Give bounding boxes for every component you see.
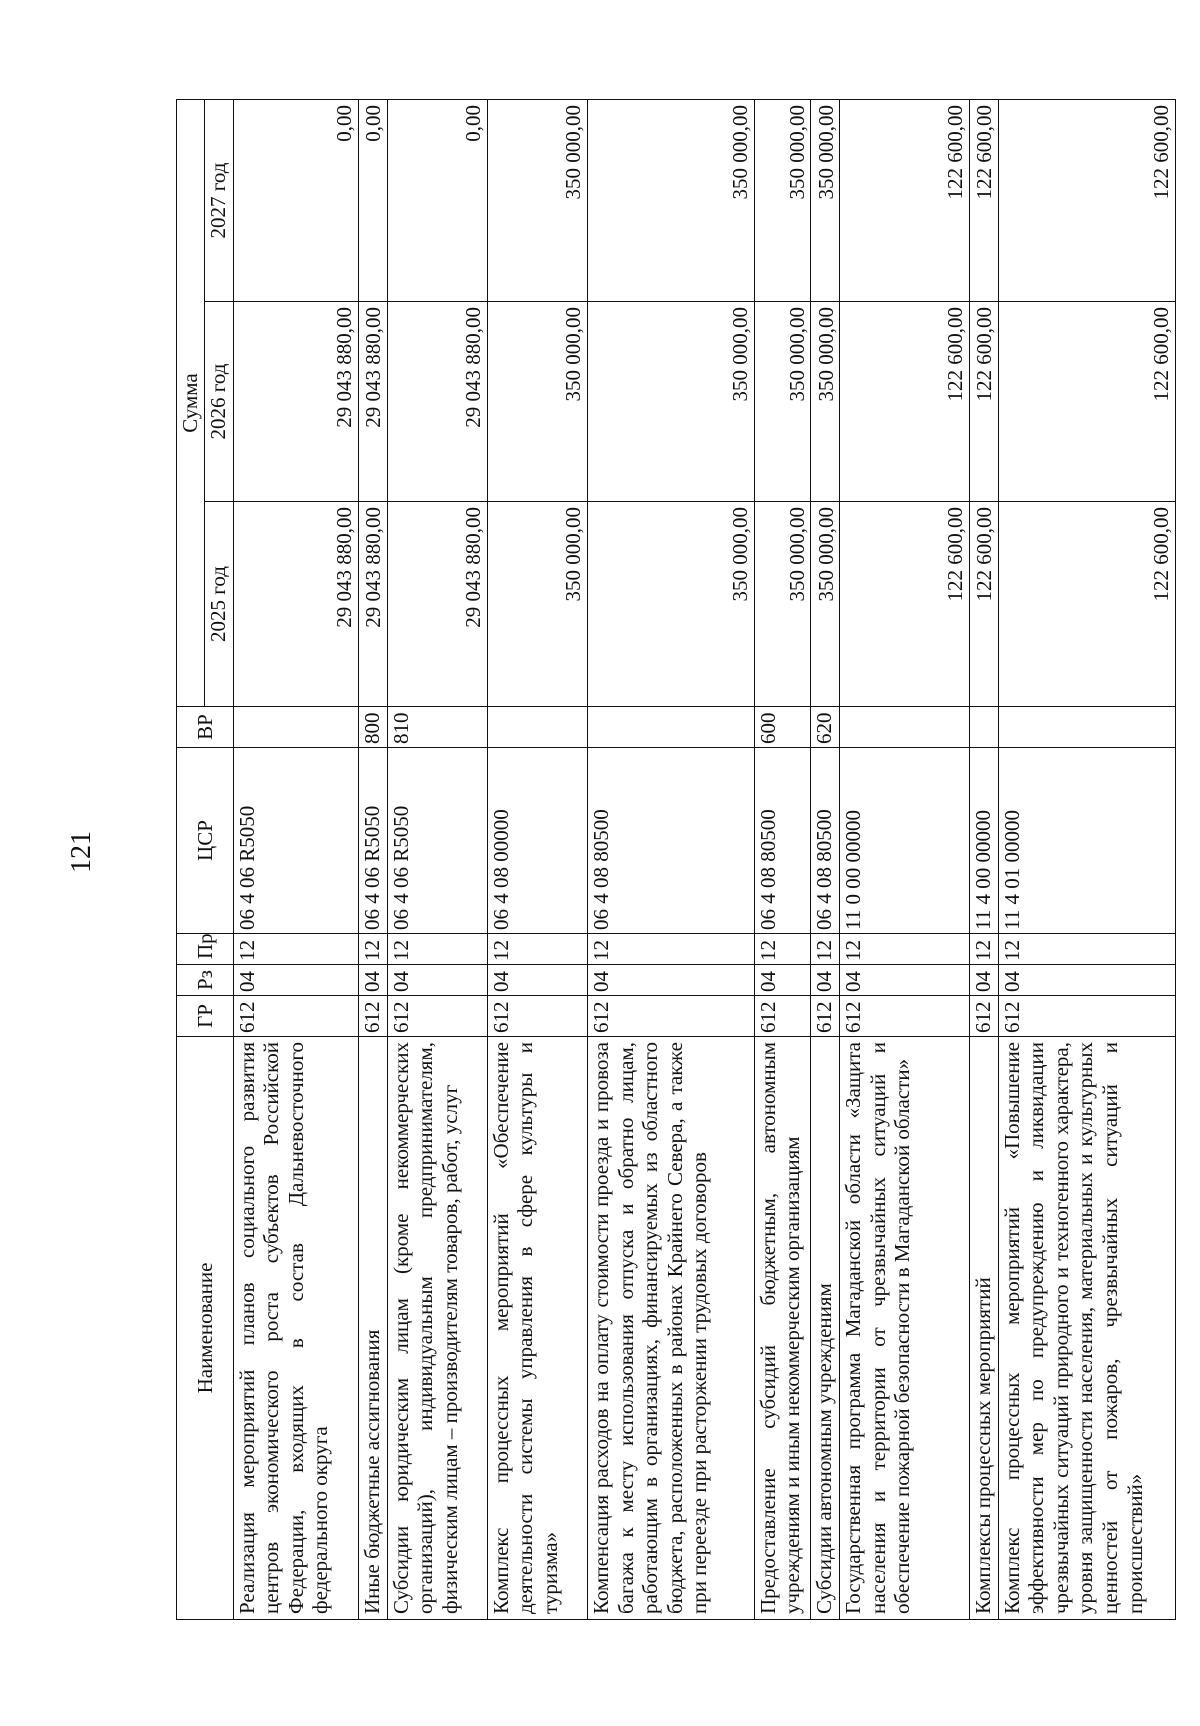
row-2027: 350 000,00 xyxy=(487,99,587,301)
row-csr: 06 4 06 R5050 xyxy=(233,748,358,934)
header-year-2027: 2027 год xyxy=(204,99,233,301)
row-gr: 612 xyxy=(840,996,969,1037)
row-vr: 600 xyxy=(754,707,810,748)
row-rz: 04 xyxy=(588,965,755,996)
row-2027: 122 600,00 xyxy=(840,99,969,301)
row-name: Комплекс процессных мероприятий «Обеспечение деятельности системы управления в сфере культуры и туризма» xyxy=(487,1037,587,1620)
row-rz: 04 xyxy=(969,965,998,996)
row-vr xyxy=(233,707,358,748)
row-vr xyxy=(969,707,998,748)
row-gr: 612 xyxy=(969,996,998,1037)
row-vr xyxy=(588,707,755,748)
row-2025: 350 000,00 xyxy=(754,502,810,707)
row-2027: 350 000,00 xyxy=(754,99,810,301)
row-2026: 122 600,00 xyxy=(998,302,1175,502)
header-csr: ЦСР xyxy=(177,748,234,934)
row-pr: 12 xyxy=(387,934,487,965)
row-pr: 12 xyxy=(840,934,969,965)
row-rz: 04 xyxy=(811,965,840,996)
row-2025: 122 600,00 xyxy=(840,502,969,707)
row-pr: 12 xyxy=(754,934,810,965)
row-csr: 06 4 08 00000 xyxy=(487,748,587,934)
row-2025: 350 000,00 xyxy=(487,502,587,707)
row-gr: 612 xyxy=(487,996,587,1037)
row-rz: 04 xyxy=(233,965,358,996)
row-csr: 06 4 06 R5050 xyxy=(358,748,387,934)
header-year-2026: 2026 год xyxy=(204,302,233,502)
row-2025: 29 043 880,00 xyxy=(358,502,387,707)
row-pr: 12 xyxy=(358,934,387,965)
row-pr: 12 xyxy=(811,934,840,965)
table-row xyxy=(754,99,810,1619)
row-gr: 612 xyxy=(233,996,358,1037)
row-name: Реализация мероприятий планов социального развития центров экономического роста субъектов Российской Федерации, входящих в состав Дальневосточного федерального округа xyxy=(233,1037,358,1620)
row-rz: 04 xyxy=(840,965,969,996)
table-row xyxy=(588,99,755,1619)
row-name: Комплексы процессных мероприятий xyxy=(969,1037,998,1620)
row-2027: 122 600,00 xyxy=(969,99,998,301)
header-year-2025: 2025 год xyxy=(204,502,233,707)
row-vr: 800 xyxy=(358,707,387,748)
row-2025: 350 000,00 xyxy=(811,502,840,707)
table-row xyxy=(969,99,998,1619)
row-name: Компенсация расходов на оплату стоимости проезда и провоза багажа к месту использования отпуска и обратно лицам, работающим в организациях, финансируемых из областного бюджета, расположенных в районах Крайнего Севера, а также при переезде при расторжении трудовых договоров xyxy=(588,1037,755,1620)
header-vr: ВР xyxy=(177,707,234,748)
row-2027: 0,00 xyxy=(387,99,487,301)
table-row xyxy=(840,99,969,1619)
row-2025: 122 600,00 xyxy=(969,502,998,707)
row-2026: 350 000,00 xyxy=(588,302,755,502)
row-2025: 350 000,00 xyxy=(588,502,755,707)
row-2026: 350 000,00 xyxy=(754,302,810,502)
row-gr: 612 xyxy=(387,996,487,1037)
row-2025: 122 600,00 xyxy=(998,502,1175,707)
row-2026: 122 600,00 xyxy=(969,302,998,502)
row-2026: 122 600,00 xyxy=(840,302,969,502)
row-pr: 12 xyxy=(233,934,358,965)
table-row xyxy=(487,99,587,1619)
row-rz: 04 xyxy=(487,965,587,996)
row-csr: 11 4 00 00000 xyxy=(969,748,998,934)
row-2025: 29 043 880,00 xyxy=(233,502,358,707)
row-name: Предоставление субсидий бюджетным, автономным учреждениям и иным некоммерческим организациям xyxy=(754,1037,810,1620)
budget-table-rotated-container xyxy=(176,100,1176,1620)
row-vr xyxy=(487,707,587,748)
row-gr: 612 xyxy=(358,996,387,1037)
header-rz: Рз xyxy=(177,965,234,996)
row-2027: 122 600,00 xyxy=(998,99,1175,301)
row-rz: 04 xyxy=(754,965,810,996)
row-rz: 04 xyxy=(387,965,487,996)
row-csr: 11 4 01 00000 xyxy=(998,748,1175,934)
row-vr: 620 xyxy=(811,707,840,748)
row-pr: 12 xyxy=(487,934,587,965)
row-csr: 06 4 08 80500 xyxy=(754,748,810,934)
row-csr: 06 4 08 80500 xyxy=(588,748,755,934)
row-2026: 350 000,00 xyxy=(811,302,840,502)
row-2027: 350 000,00 xyxy=(588,99,755,301)
row-csr: 11 0 00 00000 xyxy=(840,748,969,934)
row-2027: 0,00 xyxy=(233,99,358,301)
header-name: Наименование xyxy=(177,1037,234,1620)
row-vr xyxy=(840,707,969,748)
row-csr: 06 4 08 80500 xyxy=(811,748,840,934)
row-2027: 0,00 xyxy=(358,99,387,301)
row-vr: 810 xyxy=(387,707,487,748)
row-2025: 29 043 880,00 xyxy=(387,502,487,707)
row-name: Комплекс процессных мероприятий «Повышение эффективности мер по предупреждению и ликвидации чрезвычайных ситуаций природного и техногенного характера, уровня защищенности населения, материальных и культурных ценностей от пожаров, чрезвычайных ситуаций и происшествий» xyxy=(998,1037,1175,1620)
row-pr: 12 xyxy=(588,934,755,965)
row-name: Государственная программа Магаданской области «Защита населения и территории от чрезвычайных ситуаций и обеспечение пожарной безопасности в Магаданской области» xyxy=(840,1037,969,1620)
row-gr: 612 xyxy=(998,996,1175,1037)
row-pr: 12 xyxy=(998,934,1175,965)
row-pr: 12 xyxy=(969,934,998,965)
row-2027: 350 000,00 xyxy=(811,99,840,301)
row-rz: 04 xyxy=(358,965,387,996)
row-gr: 612 xyxy=(588,996,755,1037)
row-name: Иные бюджетные ассигнования xyxy=(358,1037,387,1620)
table-row xyxy=(387,99,487,1619)
table-row xyxy=(811,99,840,1619)
row-2026: 350 000,00 xyxy=(487,302,587,502)
row-csr: 06 4 06 R5050 xyxy=(387,748,487,934)
row-2026: 29 043 880,00 xyxy=(387,302,487,502)
row-gr: 612 xyxy=(811,996,840,1037)
budget-table xyxy=(176,99,1176,1620)
table-row xyxy=(233,99,358,1619)
row-gr: 612 xyxy=(754,996,810,1037)
header-sum: Сумма xyxy=(177,99,205,706)
page-number: 121 xyxy=(66,831,97,873)
row-vr xyxy=(998,707,1175,748)
header-pr: Пр xyxy=(177,934,234,965)
header-gr: ГР xyxy=(177,996,234,1037)
row-name: Субсидии автономным учреждениям xyxy=(811,1037,840,1620)
row-rz: 04 xyxy=(998,965,1175,996)
row-2026: 29 043 880,00 xyxy=(358,302,387,502)
row-name: Субсидии юридическим лицам (кроме некоммерческих организаций), индивидуальным предпринимателям, физическим лицам – производителям товаров, работ, услуг xyxy=(387,1037,487,1620)
table-row xyxy=(998,99,1175,1619)
row-2026: 29 043 880,00 xyxy=(233,302,358,502)
table-row xyxy=(358,99,387,1619)
